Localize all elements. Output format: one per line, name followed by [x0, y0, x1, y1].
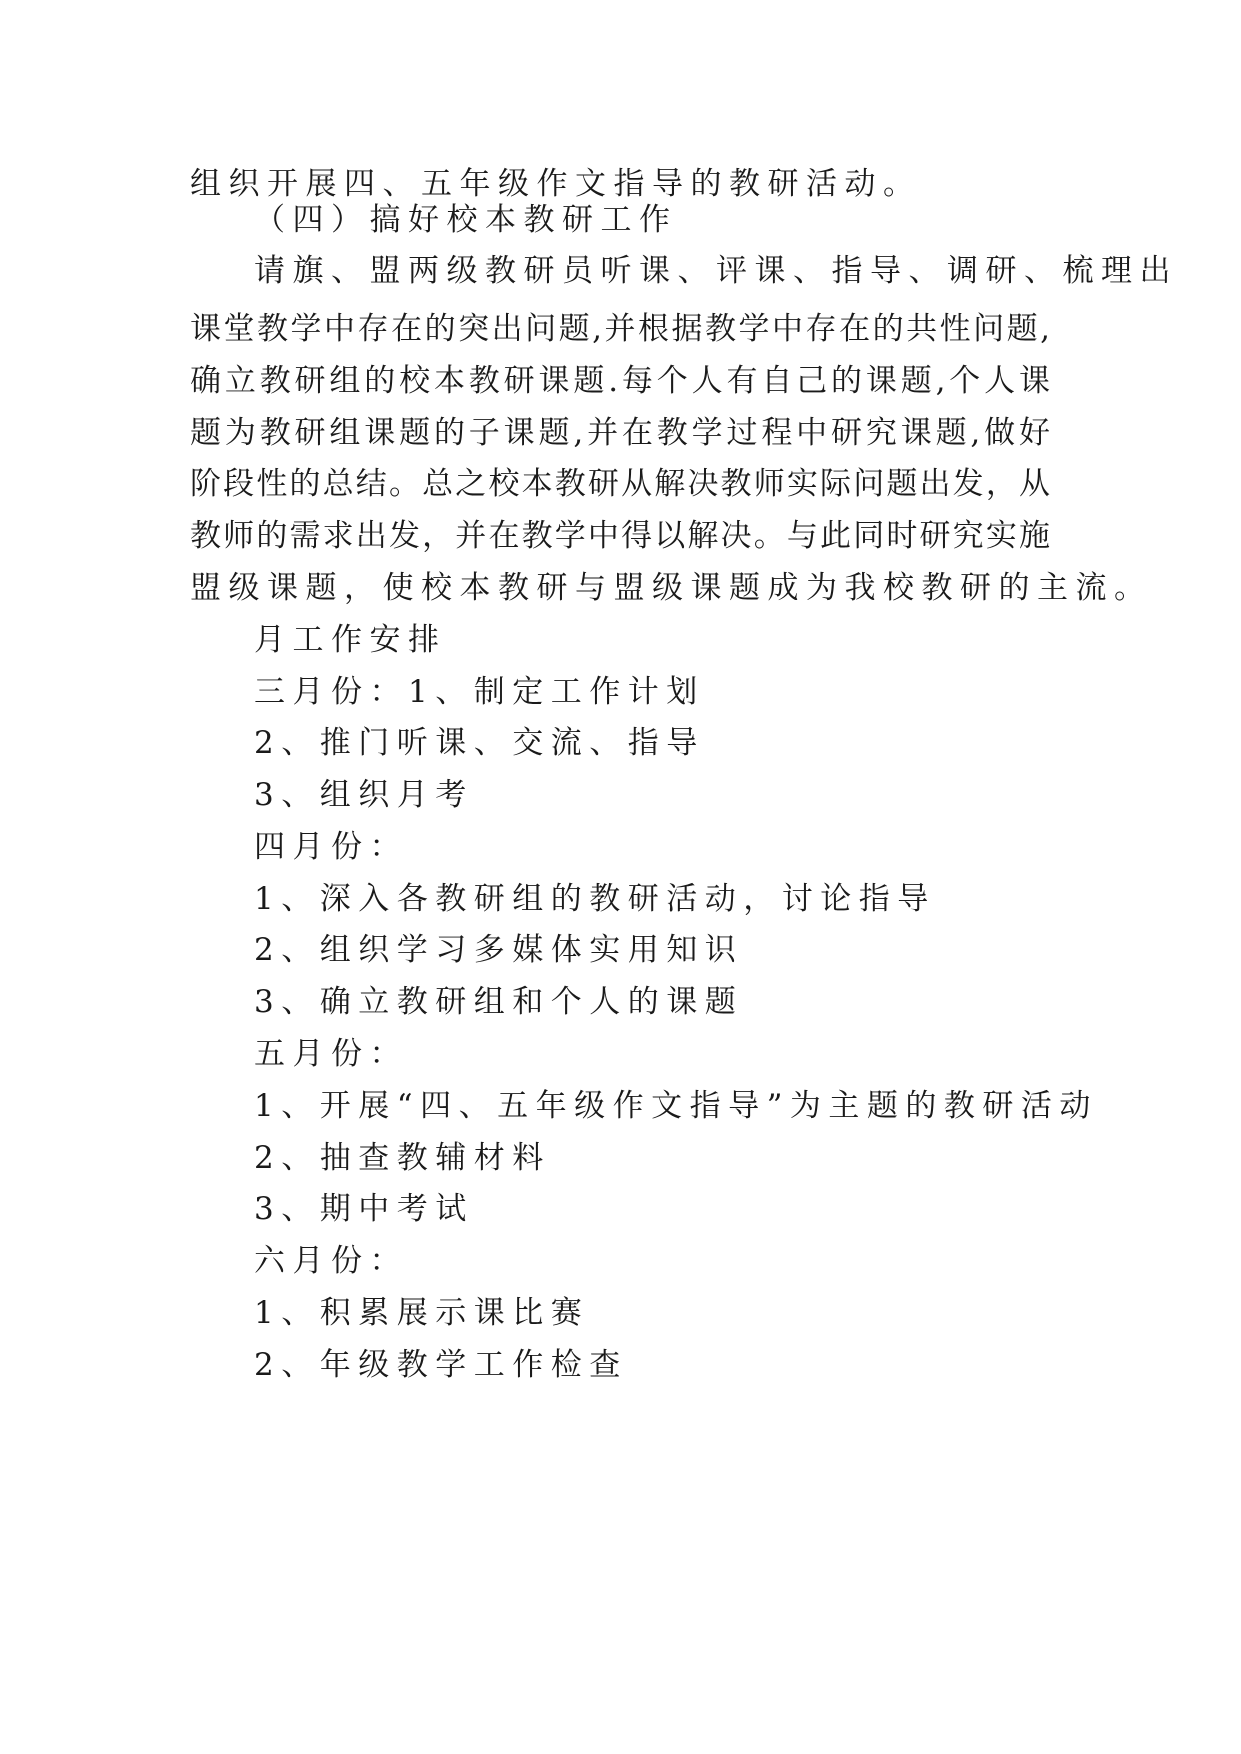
paragraph-line: 盟级课题，使校本教研与盟级课题成为我校教研的主流。 — [190, 570, 1153, 606]
list-item: 1、开展“四、五年级作文指导”为主题的教研活动 — [254, 1088, 1098, 1124]
list-item: 1、深入各教研组的教研活动，讨论指导 — [254, 881, 936, 917]
list-item: 3、确立教研组和个人的课题 — [254, 984, 744, 1020]
month-heading: 四月份： — [254, 829, 408, 865]
paragraph-line: 课堂教学中存在的突出问题,并根据教学中存在的共性问题, — [190, 311, 1050, 347]
section-heading: 月工作安排 — [254, 622, 447, 658]
paragraph-line: 教师的需求出发，并在教学中得以解决。与此同时研究实施 — [190, 518, 1050, 554]
paragraph-line: 阶段性的总结。总之校本教研从解决教师实际问题出发，从 — [190, 466, 1050, 502]
list-item: 2、年级教学工作检查 — [254, 1347, 628, 1383]
paragraph-line: 组织开展四、五年级作文指导的教研活动。 — [190, 166, 922, 202]
list-item: 三月份：1、制定工作计划 — [254, 674, 705, 710]
paragraph-line: 确立教研组的校本教研课题.每个人有自己的课题,个人课 — [190, 363, 1050, 399]
month-heading: 六月份： — [254, 1243, 408, 1279]
list-item: 3、组织月考 — [254, 777, 474, 813]
list-item: 2、抽查教辅材料 — [254, 1140, 551, 1176]
list-item: 1、积累展示课比赛 — [254, 1295, 590, 1331]
paragraph-line: 题为教研组课题的子课题,并在教学过程中研究课题,做好 — [190, 415, 1050, 451]
section-heading: （四）搞好校本教研工作 — [254, 202, 678, 238]
list-item: 2、推门听课、交流、指导 — [254, 725, 705, 761]
list-item: 2、组织学习多媒体实用知识 — [254, 932, 744, 968]
paragraph-line: 请旗、盟两级教研员听课、评课、指导、调研、梳理出 — [254, 253, 1178, 289]
month-heading: 五月份： — [254, 1036, 408, 1072]
list-item: 3、期中考试 — [254, 1191, 474, 1227]
